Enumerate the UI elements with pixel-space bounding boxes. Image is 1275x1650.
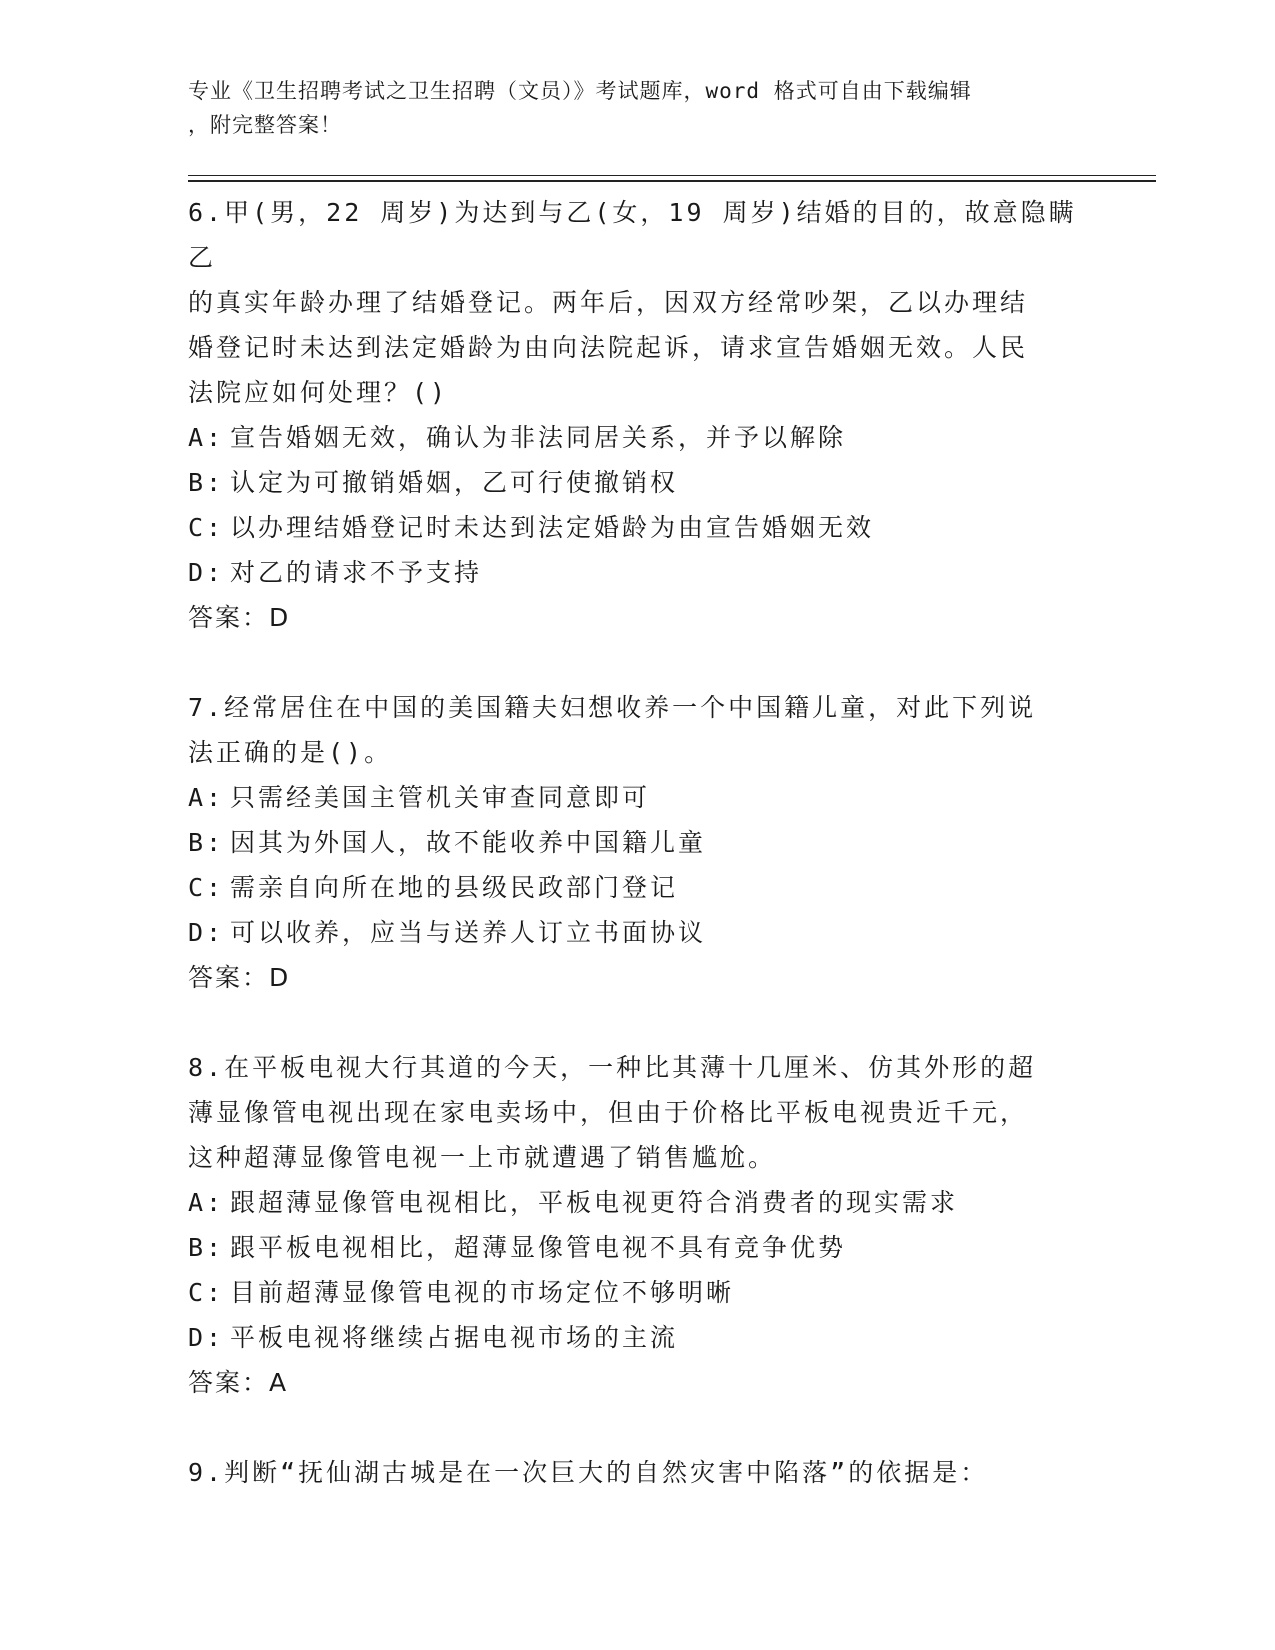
option-letter: A: bbox=[188, 1188, 225, 1217]
question-list bbox=[188, 190, 1088, 1539]
option-letter: A: bbox=[188, 783, 225, 812]
option-d bbox=[188, 550, 1088, 595]
option-letter: B: bbox=[188, 468, 225, 497]
option-text: 需亲自向所在地的县级民政部门登记 bbox=[230, 873, 679, 902]
question-7 bbox=[188, 685, 1088, 1001]
answer-line: 答案：A bbox=[188, 1368, 289, 1397]
answer-line: 答案：D bbox=[188, 963, 291, 992]
question-stem-line: 8.在平板电视大行其道的今天，一种比其薄十几厘米、仿其外形的超 bbox=[188, 1053, 1037, 1082]
option-text: 目前超薄显像管电视的市场定位不够明晰 bbox=[230, 1278, 735, 1307]
question-stem-line: 7.经常居住在中国的美国籍夫妇想收养一个中国籍儿童，对此下列说 bbox=[188, 693, 1037, 722]
option-d bbox=[188, 910, 1088, 955]
option-c bbox=[188, 865, 1088, 910]
answer-line: 答案：D bbox=[188, 603, 291, 632]
option-letter: C: bbox=[188, 1278, 225, 1307]
header-line-1: 专业《卫生招聘考试之卫生招聘（文员）》考试题库，word 格式可自由下载编辑 bbox=[188, 79, 972, 103]
question-stem-line: 法正确的是()。 bbox=[188, 738, 393, 767]
option-letter: D: bbox=[188, 918, 225, 947]
option-letter: D: bbox=[188, 558, 225, 587]
option-text: 因其为外国人，故不能收养中国籍儿童 bbox=[230, 828, 707, 857]
option-letter: B: bbox=[188, 1233, 225, 1262]
question-stem-line: 的真实年龄办理了结婚登记。两年后，因双方经常吵架，乙以办理结 bbox=[188, 288, 1029, 317]
question-8 bbox=[188, 1045, 1088, 1406]
question-6 bbox=[188, 190, 1088, 641]
option-text: 认定为可撤销婚姻，乙可行使撤销权 bbox=[230, 468, 679, 497]
option-letter: C: bbox=[188, 873, 225, 902]
option-text: 平板电视将继续占据电视市场的主流 bbox=[230, 1323, 679, 1352]
option-c bbox=[188, 505, 1088, 550]
header-divider-thick bbox=[188, 180, 1156, 182]
option-text: 跟超薄显像管电视相比，平板电视更符合消费者的现实需求 bbox=[230, 1188, 959, 1217]
question-9 bbox=[188, 1450, 1088, 1495]
option-text: 跟平板电视相比，超薄显像管电视不具有竞争优势 bbox=[230, 1233, 847, 1262]
option-a bbox=[188, 415, 1088, 460]
question-stem-line: 这种超薄显像管电视一上市就遭遇了销售尴尬。 bbox=[188, 1143, 777, 1172]
option-letter: B: bbox=[188, 828, 225, 857]
option-a bbox=[188, 775, 1088, 820]
option-letter: A: bbox=[188, 423, 225, 452]
option-letter: D: bbox=[188, 1323, 225, 1352]
header-line-2: ，附完整答案！ bbox=[188, 113, 342, 137]
question-stem-line: 婚登记时未达到法定婚龄为由向法院起诉，请求宣告婚姻无效。人民 bbox=[188, 333, 1029, 362]
header-divider-thin bbox=[188, 175, 1156, 176]
question-stem-line: 9.判断“抚仙湖古城是在一次巨大的自然灾害中陷落”的依据是： bbox=[188, 1458, 989, 1487]
option-a bbox=[188, 1180, 1088, 1225]
option-b bbox=[188, 820, 1088, 865]
question-stem-line: 法院应如何处理？() bbox=[188, 378, 449, 407]
question-stem-line: 6.甲(男，22 周岁)为达到与乙(女，19 周岁)结婚的目的，故意隐瞒乙 bbox=[188, 198, 1077, 272]
option-text: 对乙的请求不予支持 bbox=[230, 558, 483, 587]
option-text: 只需经美国主管机关审查同意即可 bbox=[230, 783, 651, 812]
question-stem-line: 薄显像管电视出现在家电卖场中，但由于价格比平板电视贵近千元， bbox=[188, 1098, 1029, 1127]
option-letter: C: bbox=[188, 513, 225, 542]
document-header bbox=[188, 74, 1068, 142]
option-text: 宣告婚姻无效，确认为非法同居关系，并予以解除 bbox=[230, 423, 847, 452]
option-d bbox=[188, 1315, 1088, 1360]
option-b bbox=[188, 1225, 1088, 1270]
option-text: 以办理结婚登记时未达到法定婚龄为由宣告婚姻无效 bbox=[230, 513, 875, 542]
option-b bbox=[188, 460, 1088, 505]
option-c bbox=[188, 1270, 1088, 1315]
option-text: 可以收养，应当与送养人订立书面协议 bbox=[230, 918, 707, 947]
